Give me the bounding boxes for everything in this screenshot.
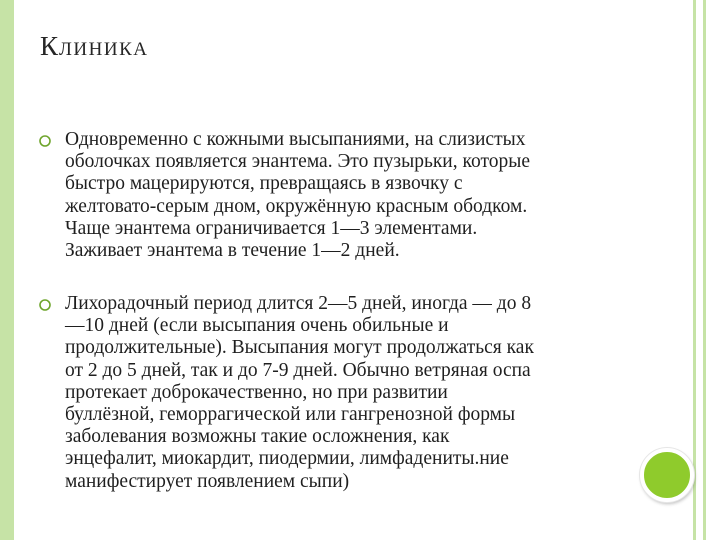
decorative-green-circle	[640, 448, 694, 502]
right-frame-line	[703, 0, 706, 540]
slide-title	[40, 33, 148, 60]
right-frame-line	[693, 0, 696, 540]
bullet-text: Одновременно с кожными высыпаниями, на слизистых оболочках появляется энантема. Это пузырьки, которые быстро мацерируются, превращаясь в язвочку с желтовато-серым дном, окружённую красным ободком. Чаще энантема ограничивается 1—3 элементами. Заживает энантема в течение 1—2 дней.	[65, 129, 530, 262]
bullet-text: Лихорадочный период длится 2—5 дней, иногда — до 8 —10 дней (если высыпания очень обильные и продолжительные). Высыпания могут продолжаться как от 2 до 5 дней, так и до 7-9 дней. Обычно ветряная оспа протекает доброкачественно, но при развитии буллёзной, геморрагической или гангренозной формы заболевания возможны такие осложнения, как энцефалит, миокардит, пиодермии, лимфадениты.ние манифестирует появлением сыпи)	[65, 293, 534, 492]
slide-title-rest: ЛИНИКА	[59, 39, 149, 60]
left-border-bar	[0, 0, 14, 540]
bullet-circle-icon	[38, 134, 52, 148]
bullet-circle-icon	[38, 298, 52, 312]
slide-title-first-letter: К	[40, 31, 60, 61]
